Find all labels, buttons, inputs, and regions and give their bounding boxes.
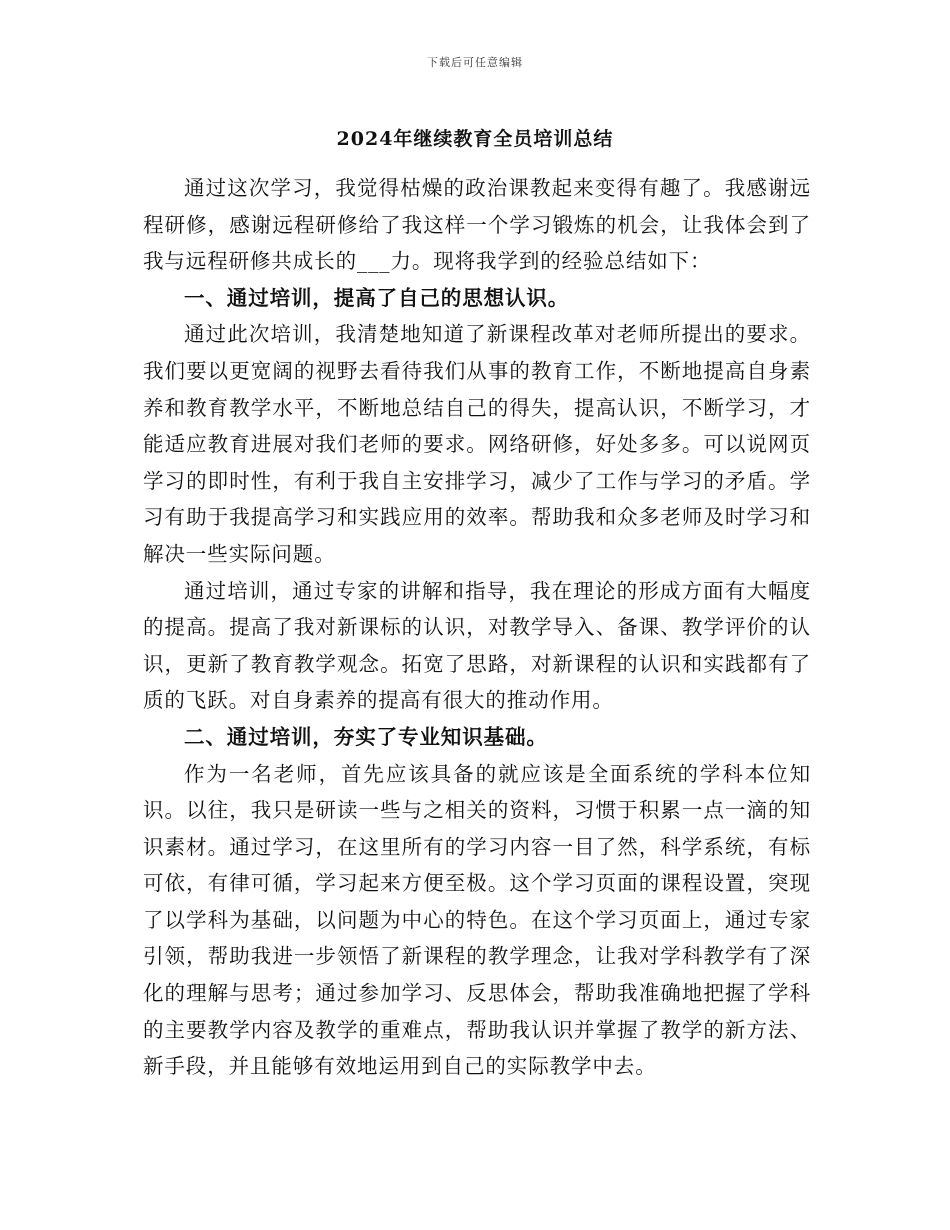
- section-heading-1: 一、通过培训，提高了自己的思想认识。: [184, 285, 570, 310]
- document-title: 2024年继续教育全员培训总结: [336, 128, 614, 150]
- paragraph-section-1-b: 通过培训，通过专家的讲解和指导，我在理论的形成方面有大幅度的提高。提高了我对新课标的认识，对教学导入、备课、教学评价的认识，更新了教育教学观念。拓宽了思路，对新课程的认识和实践都有了质的飞跃。对自身素养的提高有很大的推动作用。: [143, 578, 811, 713]
- paragraph-intro: 通过这次学习，我觉得枯燥的政治课教起来变得有趣了。我感谢远程研修，感谢远程研修给了我这样一个学习锻炼的机会，让我体会到了我与远程研修共成长的___力。现将我学到的经验总结如下：: [143, 176, 811, 274]
- paragraph-section-2-a: 作为一名老师，首先应该具备的就应该是全面系统的学科本位知识。以往，我只是研读一些与之相关的资料，习惯于积累一点一滴的知识素材。通过学习，在这里所有的学习内容一目了然，科学系统，有标可依，有律可循，学习起来方便至极。这个学习页面的课程设置，突现了以学科为基础，以问题为中心的特色。在这个学习页面上，通过专家引领，帮助我进一步领悟了新课程的教学理念，让我对学科教学有了深化的理解与思考；通过参加学习、反思体会，帮助我准确地把握了学科的主要教学内容及教学的重难点，帮助我认识并掌握了教学的新方法、新手段，并且能够有效地运用到自己的实际教学中去。: [143, 761, 811, 1079]
- document-body: [143, 170, 811, 1085]
- paragraph-section-1-a: 通过此次培训，我清楚地知道了新课程改革对老师所提出的要求。我们要以更宽阔的视野去看待我们从事的教育工作，不断地提高自身素养和教育教学水平，不断地总结自己的得失，提高认识，不断学习，才能适应教育进展对我们老师的要求。网络研修，好处多多。可以说网页学习的即时性，有利于我自主安排学习，减少了工作与学习的矛盾。学习有助于我提高学习和实践应用的效率。帮助我和众多老师及时学习和解决一些实际问题。: [143, 322, 811, 566]
- header-note: 下载后可任意编辑: [427, 56, 523, 69]
- section-heading-2: 二、通过培训，夯实了专业知识基础。: [184, 724, 548, 749]
